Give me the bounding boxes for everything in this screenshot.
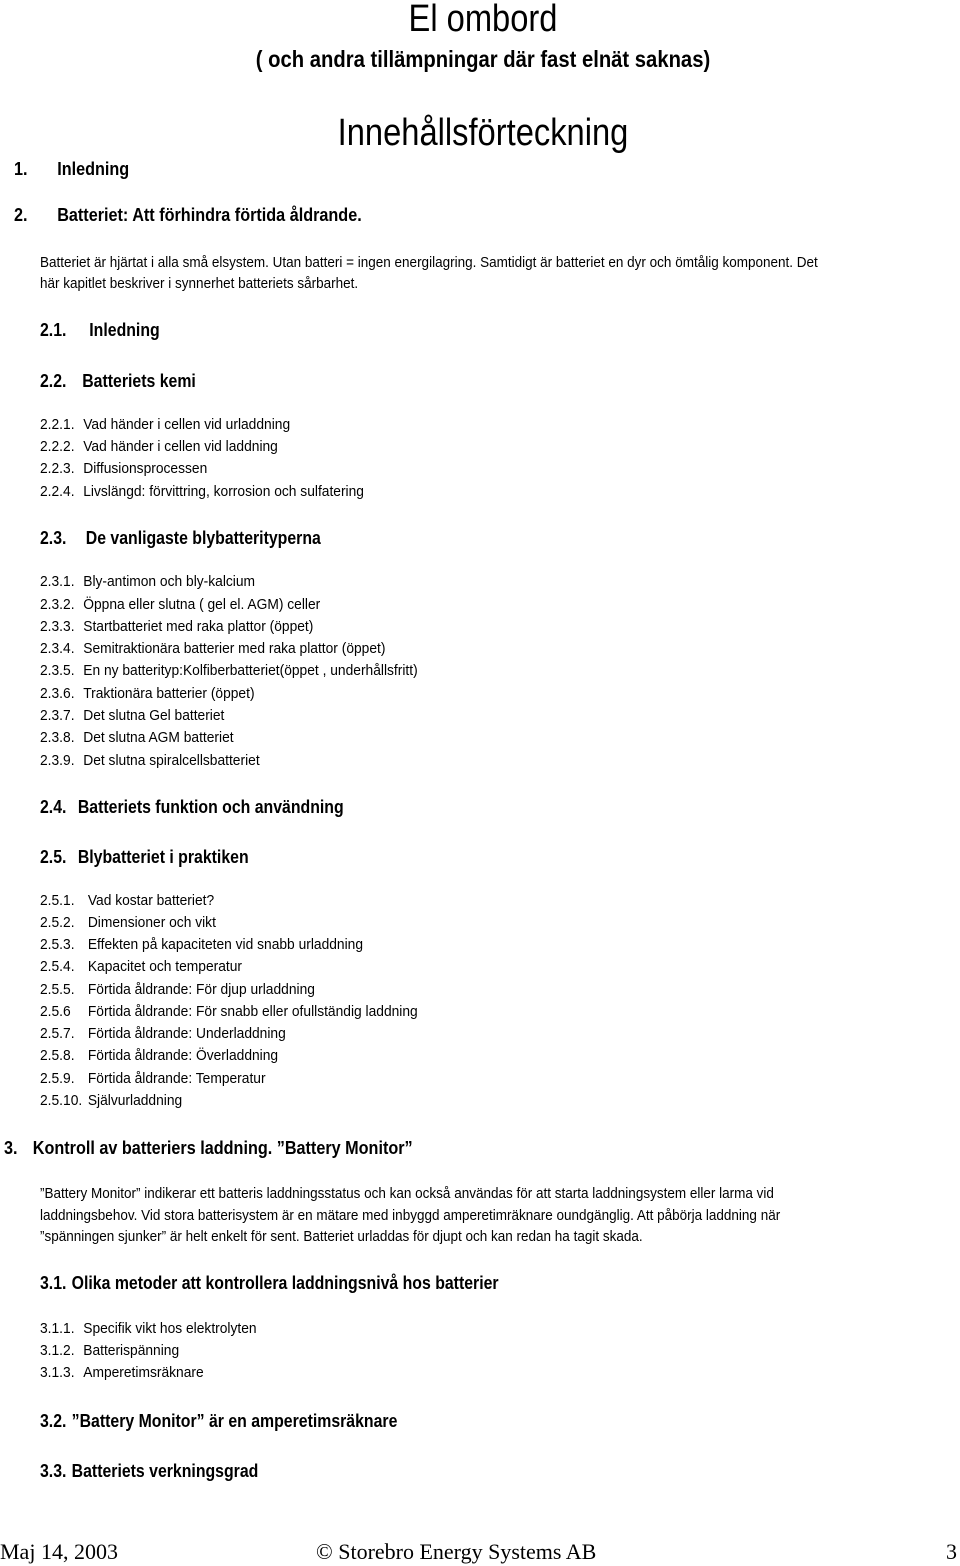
toc-label: Öppna eller slutna ( gel el. AGM) celler (83, 596, 321, 613)
toc-label: Livslängd: förvittring, korrosion och sulfatering (83, 483, 364, 500)
toc-number: 2.3.5. (40, 662, 75, 679)
toc-label: Blybatteriet i praktiken (77, 847, 249, 867)
toc-entry-3-2 (40, 1409, 397, 1433)
toc-entry-3-1-3 (40, 1363, 204, 1383)
footer-date: Maj 14, 2003 (0, 1539, 118, 1564)
toc-entry-3-3 (40, 1459, 258, 1483)
toc-entry-3-1 (40, 1271, 499, 1295)
toc-label: Det slutna Gel batteriet (83, 707, 225, 724)
toc-entry-2-2-2 (40, 437, 278, 457)
toc-number: 2. (14, 205, 28, 225)
toc-entry-2-3-3 (40, 617, 313, 637)
toc-entry-1 (14, 157, 129, 181)
toc-number: 3. (4, 1138, 18, 1158)
toc-label: Amperetimsräknare (83, 1364, 204, 1381)
toc-number: 3.1.3. (40, 1364, 75, 1381)
toc-number: 2.3. (40, 528, 67, 548)
toc-number: 3.1.1. (40, 1320, 75, 1337)
toc-entry-2-3-7 (40, 706, 224, 726)
toc-number: 3.2. (40, 1411, 67, 1431)
toc-label: Förtida åldrande: För snabb eller ofullständig laddning (87, 1003, 418, 1020)
toc-number: 2.3.2. (40, 596, 75, 613)
toc-entry-2-5-9 (40, 1069, 266, 1089)
chapter-3-intro-line: laddningsbehov. Vid stora batterisystem är en mätare med inbyggd amperetimräknare oundgänglig. Att påbörja laddning när (40, 1207, 781, 1224)
toc-number: 2.2.3. (40, 460, 75, 477)
toc-label: Förtida åldrande: Underladdning (87, 1025, 286, 1042)
toc-entry-3-1-1 (40, 1319, 257, 1339)
toc-label: Självurladdning (87, 1092, 183, 1109)
toc-number: 2.3.7. (40, 707, 75, 724)
toc-number: 2.3.1. (40, 573, 75, 590)
toc-entry-2-4 (40, 795, 344, 819)
toc-number: 2.3.3. (40, 618, 75, 635)
footer-copyright: © Storebro Energy Systems AB (316, 1539, 597, 1564)
toc-entry-2-3-6 (40, 684, 255, 704)
toc-number: 2.4. (40, 797, 67, 817)
toc-label: Diffusionsprocessen (83, 460, 208, 477)
footer-page-number: 3 (946, 1539, 957, 1564)
toc-label: Olika metoder att kontrollera laddningsnivå hos batterier (71, 1273, 499, 1293)
toc-label: Semitraktionära batterier med raka plattor (öppet) (83, 640, 386, 657)
document-subtitle: ( och andra tillämpningar där fast elnät saknas) (255, 46, 711, 72)
toc-label: Inledning (57, 159, 130, 179)
chapter-2-intro-line: här kapitlet beskriver i synnerhet batteriets sårbarhet. (40, 275, 359, 292)
toc-entry-2-5-2 (40, 913, 216, 933)
chapter-3-intro-line: ”Battery Monitor” indikerar ett batteris laddningsstatus och kan också användas för att starta laddningsystem eller larma vid (40, 1185, 774, 1202)
toc-number: 2.2.4. (40, 483, 75, 500)
toc-label: Specifik vikt hos elektrolyten (83, 1320, 257, 1337)
toc-entry-2-3-5 (40, 661, 418, 681)
toc-number: 1. (14, 159, 28, 179)
toc-label: Bly-antimon och bly-kalcium (83, 573, 256, 590)
toc-label: Förtida åldrande: Temperatur (87, 1070, 266, 1087)
toc-entry-2-3-2 (40, 595, 320, 615)
document-title: El ombord (408, 0, 558, 40)
toc-number: 2.2. (40, 371, 67, 391)
toc-entry-2-5-5 (40, 980, 315, 1000)
chapter-2-intro-line: Batteriet är hjärtat i alla små elsystem. Utan batteri = ingen energilagring. Samtidigt är batteriet en dyr och ömtålig komponent. Det (40, 254, 818, 271)
toc-entry-2-1 (40, 318, 160, 342)
toc-number: 2.2.2. (40, 438, 75, 455)
toc-number: 2.5.7. (40, 1025, 75, 1042)
toc-number: 2.2.1. (40, 416, 75, 433)
toc-entry-2-2-4 (40, 482, 364, 502)
toc-entry-2-3-9 (40, 751, 260, 771)
toc-number: 2.3.4. (40, 640, 75, 657)
toc-label: De vanligaste blybatterityperna (85, 528, 321, 548)
toc-label: Traktionära batterier (öppet) (83, 685, 255, 702)
toc-number: 2.5.9. (40, 1070, 75, 1087)
toc-entry-2-2 (40, 369, 196, 393)
toc-number: 2.5.5. (40, 981, 75, 998)
toc-entry-2-5-4 (40, 957, 242, 977)
toc-entry-2-5 (40, 845, 249, 869)
toc-entry-2-3 (40, 526, 321, 550)
toc-entry-3 (4, 1136, 413, 1160)
toc-label: Dimensioner och vikt (87, 914, 216, 931)
toc-entry-2-5-3 (40, 935, 363, 955)
toc-label: Vad kostar batteriet? (87, 892, 215, 909)
toc-entry-2-5-7 (40, 1024, 286, 1044)
toc-label: Det slutna AGM batteriet (83, 729, 234, 746)
toc-heading: Innehållsförteckning (337, 112, 629, 154)
toc-entry-2-3-8 (40, 728, 234, 748)
toc-label: Batterispänning (83, 1342, 180, 1359)
toc-label: Kapacitet och temperatur (87, 958, 243, 975)
toc-label: Batteriet: Att förhindra förtida åldrande. (57, 205, 362, 225)
toc-number: 3.1. (40, 1273, 67, 1293)
toc-label: Batteriets verkningsgrad (71, 1461, 259, 1481)
toc-entry-2-2-3 (40, 459, 207, 479)
toc-entry-2-2-1 (40, 415, 290, 435)
toc-label: Inledning (89, 320, 160, 340)
toc-label: Det slutna spiralcellsbatteriet (83, 752, 260, 769)
toc-label: Förtida åldrande: För djup urladdning (87, 981, 315, 998)
toc-number: 2.5.8. (40, 1047, 75, 1064)
toc-label: Förtida åldrande: Överladdning (87, 1047, 279, 1064)
toc-label: Startbatteriet med raka plattor (öppet) (83, 618, 314, 635)
chapter-3-intro-line: ”spänningen sjunker” är helt enkelt för sent. Batteriet urladdas för djupt och kan redan ha tagit skada. (40, 1228, 643, 1245)
toc-number: 2.3.6. (40, 685, 75, 702)
toc-label: ”Battery Monitor” är en amperetimsräknare (71, 1411, 398, 1431)
toc-number: 2.5.3. (40, 936, 75, 953)
toc-label: Batteriets funktion och användning (77, 797, 344, 817)
toc-entry-2-3-4 (40, 639, 385, 659)
toc-number: 2.5.6 (40, 1003, 71, 1020)
toc-number: 2.5. (40, 847, 67, 867)
toc-number: 2.5.4. (40, 958, 75, 975)
toc-number: 2.5.1. (40, 892, 75, 909)
toc-entry-2-5-10 (40, 1091, 182, 1111)
toc-entry-3-1-2 (40, 1341, 179, 1361)
toc-number: 2.1. (40, 320, 67, 340)
toc-number: 2.3.8. (40, 729, 75, 746)
toc-label: Effekten på kapaciteten vid snabb urladdning (87, 936, 364, 953)
toc-label: Kontroll av batteriers laddning. ”Battery Monitor” (32, 1138, 413, 1158)
toc-entry-2-5-8 (40, 1046, 278, 1066)
toc-number: 3.3. (40, 1461, 67, 1481)
toc-label: Vad händer i cellen vid urladdning (83, 416, 291, 433)
toc-number: 2.3.9. (40, 752, 75, 769)
toc-entry-2-5-6 (40, 1002, 418, 1022)
toc-number: 2.5.2. (40, 914, 75, 931)
toc-label: Batteriets kemi (82, 371, 196, 391)
toc-label: En ny batterityp:Kolfiberbatteriet(öppet , underhållsfritt) (83, 662, 418, 679)
toc-entry-2-3-1 (40, 572, 255, 592)
toc-entry-2 (14, 203, 362, 227)
toc-label: Vad händer i cellen vid laddning (83, 438, 278, 455)
toc-number: 2.5.10. (40, 1092, 83, 1109)
toc-number: 3.1.2. (40, 1342, 75, 1359)
toc-entry-2-5-1 (40, 891, 214, 911)
